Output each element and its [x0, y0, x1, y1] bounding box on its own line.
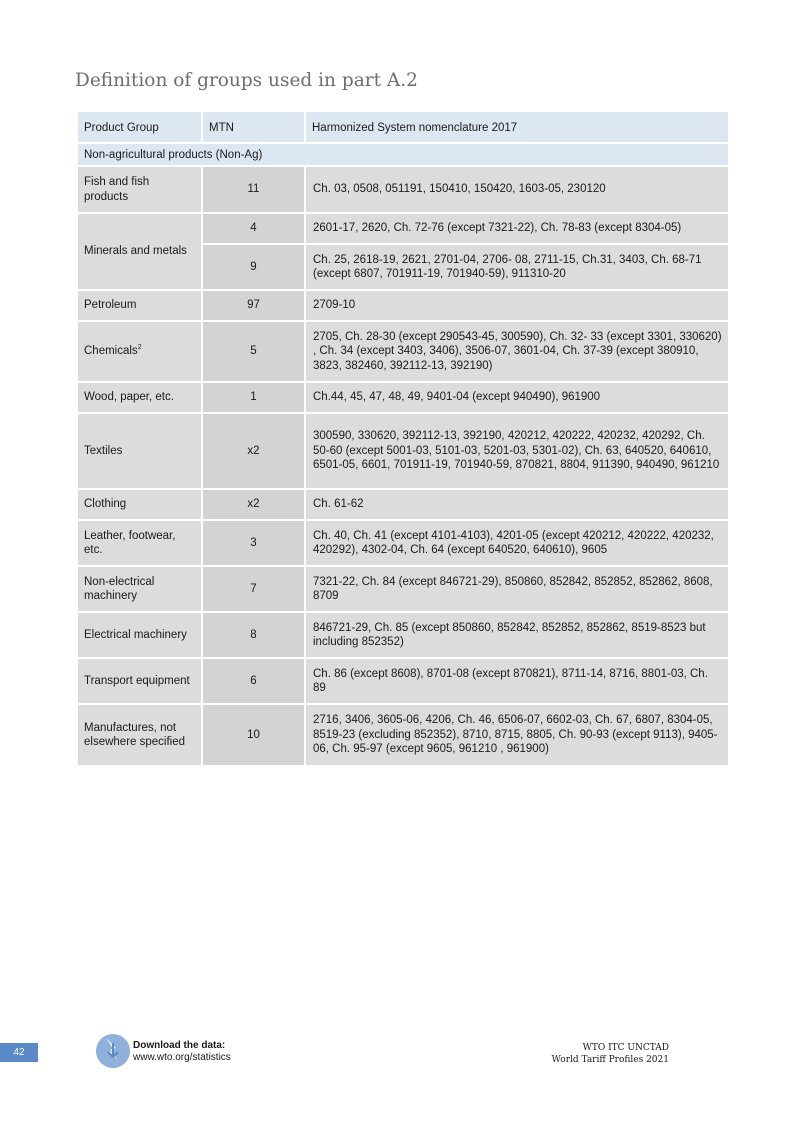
table-row	[77, 321, 729, 382]
mtn-code: x2	[202, 489, 305, 520]
mtn-code: 4	[202, 213, 305, 244]
download-icon[interactable]	[96, 1034, 130, 1068]
footnote-marker: 2	[137, 344, 142, 352]
table-header-row	[77, 111, 729, 143]
hs-codes: Ch. 61-62	[305, 489, 729, 520]
hs-codes: Ch.44, 45, 47, 48, 49, 9401-04 (except 940490), 961900	[305, 382, 729, 413]
hs-codes: 2705, Ch. 28-30 (except 290543-45, 300590), Ch. 32- 33 (except 3301, 330620) , Ch. 34 (except 3403, 3406), 3506-07, 3601-04, Ch. 37-39 (except 380910, 3823, 382460, 392112-13, 392190)	[305, 321, 729, 382]
hs-codes: 846721-29, Ch. 85 (except 850860, 852842, 852852, 852862, 8519-8523 but including 852352)	[305, 612, 729, 658]
mtn-code: 11	[202, 166, 305, 213]
header-hs-nomenclature: Harmonized System nomenclature 2017	[305, 111, 729, 143]
mtn-code: 9	[202, 244, 305, 290]
table-row	[77, 520, 729, 566]
group-name: Petroleum	[77, 290, 202, 321]
group-name: Electrical machinery	[77, 612, 202, 658]
group-name: Clothing	[77, 489, 202, 520]
table-row	[77, 658, 729, 704]
hs-codes: 2716, 3406, 3605-06, 4206, Ch. 46, 6506-07, 6602-03, Ch. 67, 6807, 8304-05, 8519-23 (excluding 852352), 8710, 8715, 8805, Ch. 90-93 (except 9113), 9405-06, Ch. 95-97 (except 9605, 961210 , 961900)	[305, 704, 729, 765]
group-name: Leather, footwear, etc.	[77, 520, 202, 566]
section-row	[77, 143, 729, 166]
mtn-code: x2	[202, 413, 305, 489]
page-number: 42	[0, 1043, 38, 1062]
group-name: Minerals and metals	[77, 213, 202, 290]
mtn-code: 1	[202, 382, 305, 413]
mtn-code: 6	[202, 658, 305, 704]
group-name	[77, 321, 202, 382]
group-name-text: Chemicals	[84, 345, 138, 358]
table-row	[77, 704, 729, 765]
hs-codes: Ch. 86 (except 8608), 8701-08 (except 870821), 8711-14, 8716, 8801-03, Ch. 89	[305, 658, 729, 704]
hs-codes: 300590, 330620, 392112-13, 392190, 420212, 420222, 420232, 420292, Ch. 50-60 (except 5001-03, 5101-03, 5201-03, 5301-02), Ch. 63, 640520, 640610, 6501-05, 6601, 701911-19, 701940-59, 870821, 8804, 911390, 940490, 961210	[305, 413, 729, 489]
download-block	[133, 1040, 231, 1064]
group-name: Manufactures, not elsewhere specified	[77, 704, 202, 765]
publisher-orgs: WTO ITC UNCTAD	[582, 1043, 669, 1053]
table-row	[77, 413, 729, 489]
hs-codes: Ch. 03, 0508, 051191, 150410, 150420, 1603-05, 230120	[305, 166, 729, 213]
group-name: Textiles	[77, 413, 202, 489]
hs-codes: 2709-10	[305, 290, 729, 321]
download-link[interactable]: www.wto.org/statistics	[133, 1052, 231, 1063]
table-row	[77, 382, 729, 413]
table-row	[77, 566, 729, 612]
table-row	[77, 166, 729, 213]
mtn-code: 97	[202, 290, 305, 321]
page-title: Definition of groups used in part A.2	[75, 70, 418, 91]
hs-codes: 2601-17, 2620, Ch. 72-76 (except 7321-22), Ch. 78-83 (except 8304-05)	[305, 213, 729, 244]
mtn-code: 5	[202, 321, 305, 382]
hs-codes: Ch. 25, 2618-19, 2621, 2701-04, 2706- 08, 2711-15, Ch.31, 3403, Ch. 68-71 (except 6807, 701911-19, 701940-59), 911310-20	[305, 244, 729, 290]
publisher-block	[552, 1043, 669, 1066]
mtn-code: 10	[202, 704, 305, 765]
download-label: Download the data:	[133, 1040, 226, 1051]
publication-title: World Tariff Profiles 2021	[551, 1054, 669, 1065]
group-name: Fish and fish products	[77, 166, 202, 213]
product-groups-table	[76, 110, 730, 765]
header-mtn: MTN	[202, 111, 305, 143]
header-product-group: Product Group	[77, 111, 202, 143]
hs-codes: 7321-22, Ch. 84 (except 846721-29), 850860, 852842, 852852, 852862, 8608, 8709	[305, 566, 729, 612]
section-label: Non-agricultural products (Non-Ag)	[77, 143, 729, 166]
mtn-code: 7	[202, 566, 305, 612]
mtn-code: 3	[202, 520, 305, 566]
table-row	[77, 213, 729, 244]
mtn-code: 8	[202, 612, 305, 658]
group-name: Non-electrical machinery	[77, 566, 202, 612]
table-row	[77, 612, 729, 658]
table-row	[77, 290, 729, 321]
group-name: Wood, paper, etc.	[77, 382, 202, 413]
hs-codes: Ch. 40, Ch. 41 (except 4101-4103), 4201-05 (except 420212, 420222, 420232, 420292), 4302-04, Ch. 64 (except 640520, 640610), 9605	[305, 520, 729, 566]
group-name: Transport equipment	[77, 658, 202, 704]
table-row	[77, 489, 729, 520]
